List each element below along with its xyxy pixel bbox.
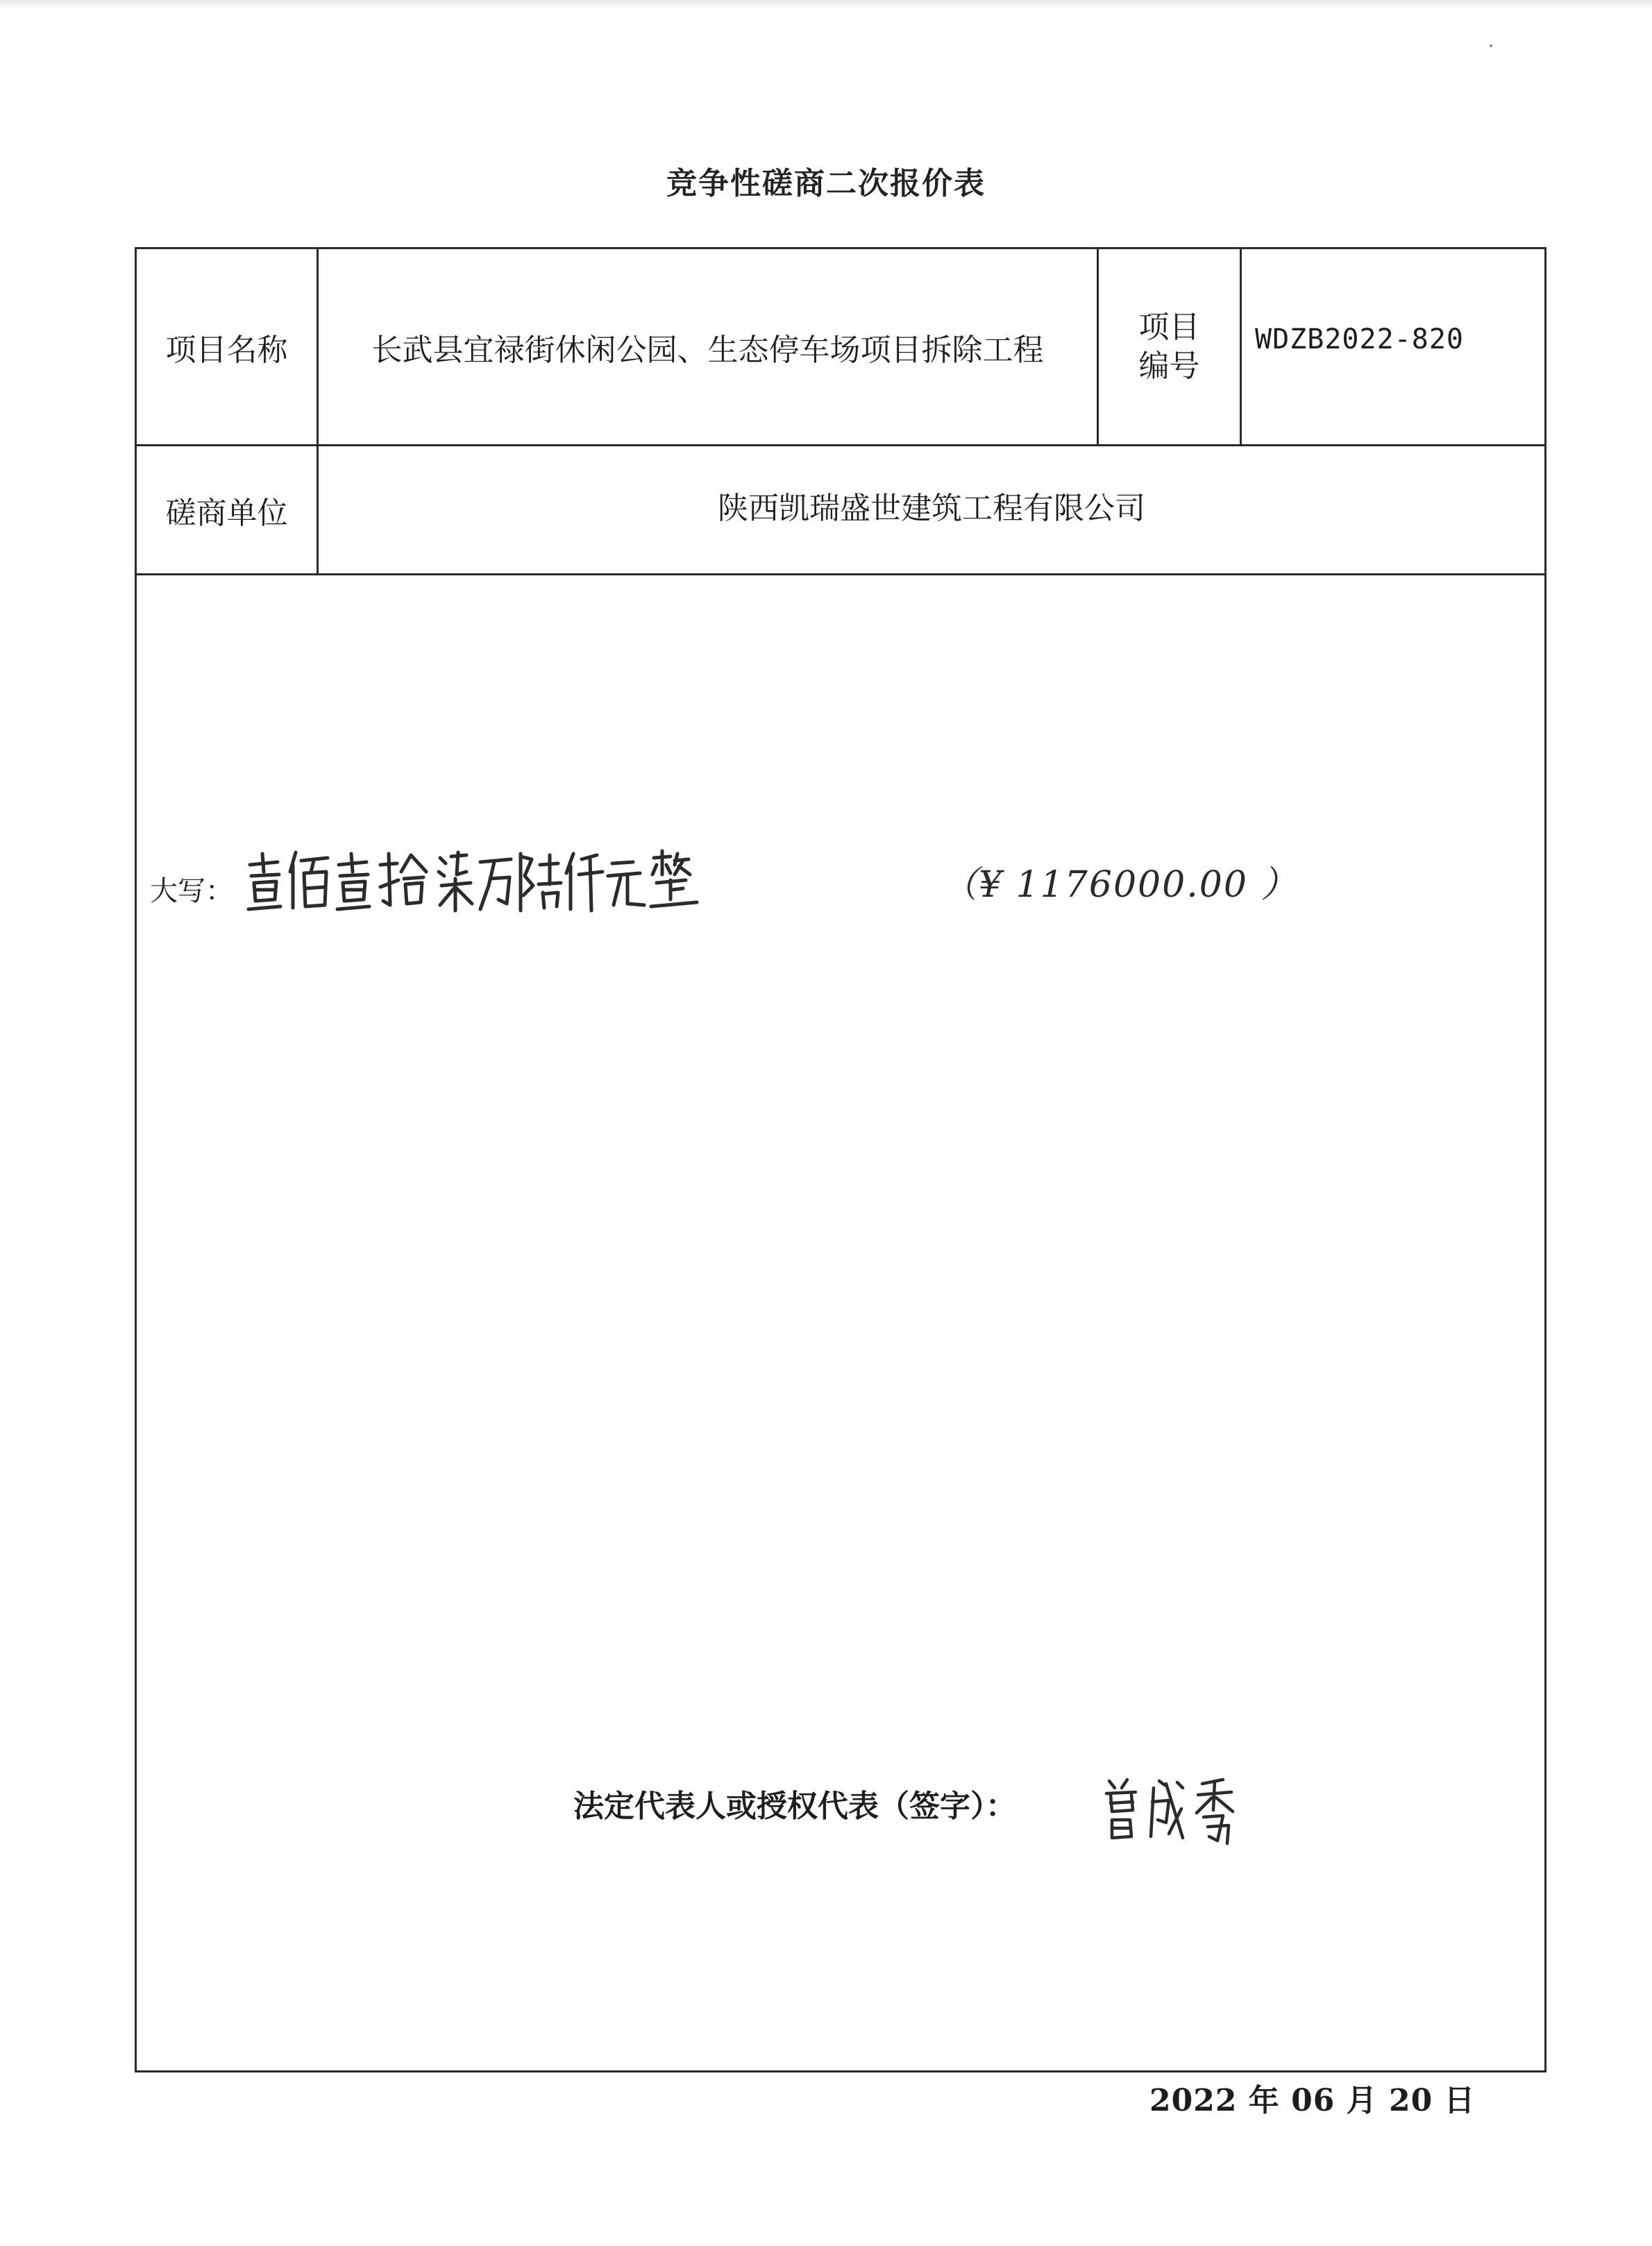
handwritten-uppercase-amount: [244, 844, 702, 920]
uppercase-amount-label: 大写：: [150, 875, 233, 907]
document-date: 2022 年 06 月 20 日: [1149, 2083, 1476, 2118]
vendor-value: 陕西凯瑞盛世建筑工程有限公司: [718, 491, 1145, 526]
col-divider-3: [1240, 247, 1242, 446]
project-name-value: 长武县宜禄街休闲公园、生态停车场项目拆除工程: [371, 332, 1044, 368]
signature-label: 法定代表人或授权代表（签字）：: [573, 1789, 1016, 1824]
project-code-label-line1: 项目: [1138, 309, 1200, 345]
project-name-label: 项目名称: [165, 332, 288, 368]
project-code-label-line2: 编号: [1138, 348, 1200, 384]
document-title: 竞争性磋商二次报价表: [666, 166, 986, 201]
project-code-label: [1099, 249, 1240, 444]
handwritten-signature: [1099, 1774, 1238, 1850]
project-code-value: WDZB2022-820: [1255, 323, 1464, 355]
vendor-label: 磋商单位: [165, 495, 288, 531]
numeric-amount: （¥ 1176000.00 ）: [941, 864, 1299, 906]
scan-speck: [1490, 44, 1492, 47]
scan-top-edge: [0, 0, 1652, 10]
row-divider-2: [135, 573, 1546, 575]
